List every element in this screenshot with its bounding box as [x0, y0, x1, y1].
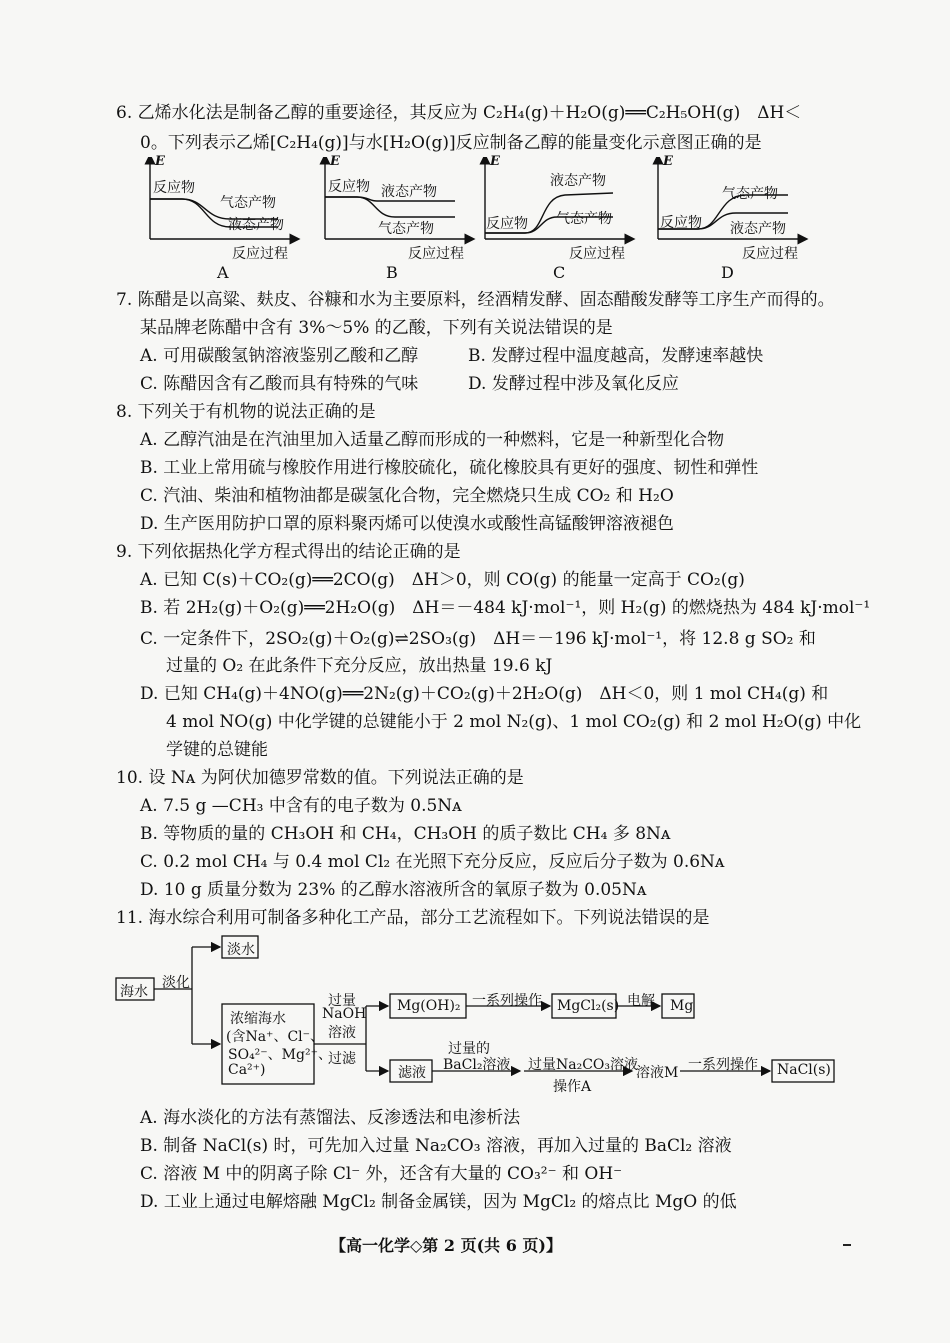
- q8-option-a: A. 乙醇汽油是在汽油里加入适量乙醇而形成的一种燃料，它是一种新型化合物: [140, 430, 725, 450]
- graph-b-axis-y: E: [330, 154, 340, 169]
- graph-d-label-3: 液态产物: [730, 221, 786, 237]
- graph-c-axis-y: E: [490, 154, 500, 169]
- q10-option-b: B. 等物质的量的 CH₃OH 和 CH₄，CH₃OH 的质子数比 CH₄ 多 8Nᴀ: [140, 824, 671, 844]
- q7-option-c: C. 陈醋因含有乙酸而具有特殊的气味: [140, 374, 419, 394]
- graph-b-label-1: 反应物: [328, 179, 370, 195]
- graph-c-axis-x: 反应过程: [569, 246, 625, 262]
- flow-mgcl2: MgCl₂(s): [557, 998, 620, 1014]
- q10-option-d: D. 10 g 质量分数为 23% 的乙醇水溶液所含的氧原子数为 0.05Nᴀ: [140, 880, 647, 900]
- q8-option-b: B. 工业上常用硫与橡胶作用进行橡胶硫化，硫化橡胶具有更好的强度、韧性和弹性: [140, 458, 759, 478]
- flow-operation-a: 操作A: [553, 1079, 592, 1095]
- q9-option-d-line3: 学键的总键能: [166, 740, 268, 760]
- flow-naoh-1: 过量: [328, 993, 356, 1009]
- q9-option-c-line1: C. 一定条件下，2SO₂(g)＋O₂(g)⇌2SO₃(g) ΔH＝－196 kJ·mol⁻¹，将 12.8 g SO₂ 和: [140, 629, 816, 649]
- graph-a-axis-y: E: [155, 154, 165, 169]
- graph-c-label-3: 气态产物: [556, 211, 612, 227]
- q9-option-c-line2: 过量的 O₂ 在此条件下充分反应，放出热量 19.6 kJ: [166, 656, 553, 676]
- corner-mark: [843, 1244, 851, 1246]
- q11-stem: 11. 海水综合利用可制备多种化工产品，部分工艺流程如下。下列说法错误的是: [116, 908, 710, 928]
- flow-freshwater: 淡水: [227, 942, 255, 958]
- graph-d-letter: D: [721, 263, 734, 282]
- flow-nacl: NaCl(s): [777, 1062, 831, 1078]
- graph-b-label-3: 气态产物: [378, 221, 434, 237]
- flow-na2co3: 过量Na₂CO₃溶液: [528, 1057, 639, 1073]
- graph-d-axis-y: E: [663, 154, 673, 169]
- q11-option-b: B. 制备 NaCl(s) 时，可先加入过量 Na₂CO₃ 溶液，再加入过量的 BaCl₂ 溶液: [140, 1136, 732, 1156]
- flow-concentrated-2: (含Na⁺、Cl⁻、: [226, 1029, 325, 1045]
- flow-series-ops-1: 一系列操作: [472, 993, 542, 1009]
- q9-option-d-line1: D. 已知 CH₄(g)＋4NO(g)══2N₂(g)＋CO₂(g)＋2H₂O(g) ΔH＜0，则 1 mol CH₄(g) 和: [140, 684, 829, 704]
- q7-line2: 某品牌老陈醋中含有 3%～5% 的乙酸，下列有关说法错误的是: [140, 318, 613, 338]
- q7-option-d: D. 发酵过程中涉及氧化反应: [468, 374, 679, 394]
- graph-a-label-2: 气态产物: [220, 195, 276, 211]
- flow-concentrated-3: SO₄²⁻、Mg²⁺、: [228, 1047, 332, 1063]
- graph-d-axis-x: 反应过程: [742, 246, 798, 262]
- q9-stem: 9. 下列依据热化学方程式得出的结论正确的是: [116, 542, 461, 562]
- page-footer: 【高一化学◇第 2 页(共 6 页)】: [330, 1236, 562, 1255]
- q10-option-c: C. 0.2 mol CH₄ 与 0.4 mol Cl₂ 在光照下充分反应，反应后分子数为 0.6Nᴀ: [140, 852, 725, 872]
- flow-mg: Mg: [670, 998, 694, 1014]
- q7-line1: 7. 陈醋是以高粱、麸皮、谷糠和水为主要原料，经酒精发酵、固态醋酸发酵等工序生产而得的。: [116, 290, 835, 310]
- flow-filtration: 过滤: [328, 1051, 356, 1067]
- q8-stem: 8. 下列关于有机物的说法正确的是: [116, 402, 376, 422]
- q8-option-c: C. 汽油、柴油和植物油都是碳氢化合物，完全燃烧只生成 CO₂ 和 H₂O: [140, 486, 674, 506]
- q9-option-a: A. 已知 C(s)＋CO₂(g)══2CO(g) ΔH＞0，则 CO(g) 的能量一定高于 CO₂(g): [140, 570, 745, 590]
- flow-series-ops-2: 一系列操作: [688, 1057, 758, 1073]
- graph-a-label-1: 反应物: [153, 180, 195, 196]
- q11-option-c: C. 溶液 M 中的阴离子除 Cl⁻ 外，还含有大量的 CO₃²⁻ 和 OH⁻: [140, 1164, 623, 1184]
- graph-a-letter: A: [217, 263, 229, 282]
- graph-d-label-2: 反应物: [660, 215, 702, 231]
- flow-desalination: 淡化: [162, 975, 190, 991]
- graph-b-axis-x: 反应过程: [408, 246, 464, 262]
- graph-b-label-2: 液态产物: [381, 184, 437, 200]
- graph-a-label-3: 液态产物: [228, 217, 284, 233]
- flow-bacl2-2: BaCl₂溶液: [443, 1057, 511, 1073]
- q8-option-d: D. 生产医用防护口罩的原料聚丙烯可以使溴水或酸性高锰酸钾溶液褪色: [140, 514, 674, 534]
- flow-naoh-3: 溶液: [328, 1025, 356, 1041]
- q7-option-a: A. 可用碳酸氢钠溶液鉴别乙酸和乙醇: [140, 346, 419, 366]
- q7-option-b: B. 发酵过程中温度越高，发酵速率越快: [468, 346, 764, 366]
- flow-naoh-2: NaOH: [322, 1006, 367, 1022]
- flow-bacl2-1: 过量的: [448, 1041, 490, 1057]
- q11-option-d: D. 工业上通过电解熔融 MgCl₂ 制备金属镁，因为 MgCl₂ 的熔点比 MgO 的低: [140, 1192, 737, 1212]
- q9-option-d-line2: 4 mol NO(g) 中化学键的总键能小于 2 mol N₂(g)、1 mol CO₂(g) 和 2 mol H₂O(g) 中化: [166, 712, 862, 732]
- q6-line1: 6. 乙烯水化法是制备乙醇的重要途径，其反应为 C₂H₄(g)＋H₂O(g)══C₂H₅OH(g) ΔH＜: [116, 103, 802, 123]
- graph-b-letter: B: [386, 263, 398, 282]
- q10-option-a: A. 7.5 g —CH₃ 中含有的电子数为 0.5Nᴀ: [140, 796, 462, 816]
- graph-d-label-1: 气态产物: [722, 186, 778, 202]
- flow-seawater: 海水: [120, 984, 148, 1000]
- q6-line2: 0。下列表示乙烯[C₂H₄(g)]与水[H₂O(g)]反应制备乙醇的能量变化示意图正确的是: [140, 133, 762, 153]
- flow-filtrate: 滤液: [398, 1065, 426, 1081]
- flow-concentrated-4: Ca²⁺): [228, 1062, 266, 1078]
- flow-solution-m: 溶液M: [636, 1065, 679, 1081]
- q11-option-a: A. 海水淡化的方法有蒸馏法、反渗透法和电渗析法: [140, 1108, 521, 1128]
- flow-electrolysis: 电解: [627, 993, 655, 1009]
- flow-mgoh2: Mg(OH)₂: [397, 998, 461, 1014]
- graph-c-letter: C: [553, 263, 566, 282]
- flow-concentrated-1: 浓缩海水: [230, 1011, 286, 1027]
- q10-stem: 10. 设 Nᴀ 为阿伏加德罗常数的值。下列说法正确的是: [116, 768, 524, 788]
- q9-option-b: B. 若 2H₂(g)＋O₂(g)══2H₂O(g) ΔH＝－484 kJ·mol⁻¹，则 H₂(g) 的燃烧热为 484 kJ·mol⁻¹: [140, 598, 871, 618]
- graph-a-axis-x: 反应过程: [232, 246, 288, 262]
- graph-c-label-1: 液态产物: [550, 173, 606, 189]
- graph-c-label-2: 反应物: [486, 216, 528, 232]
